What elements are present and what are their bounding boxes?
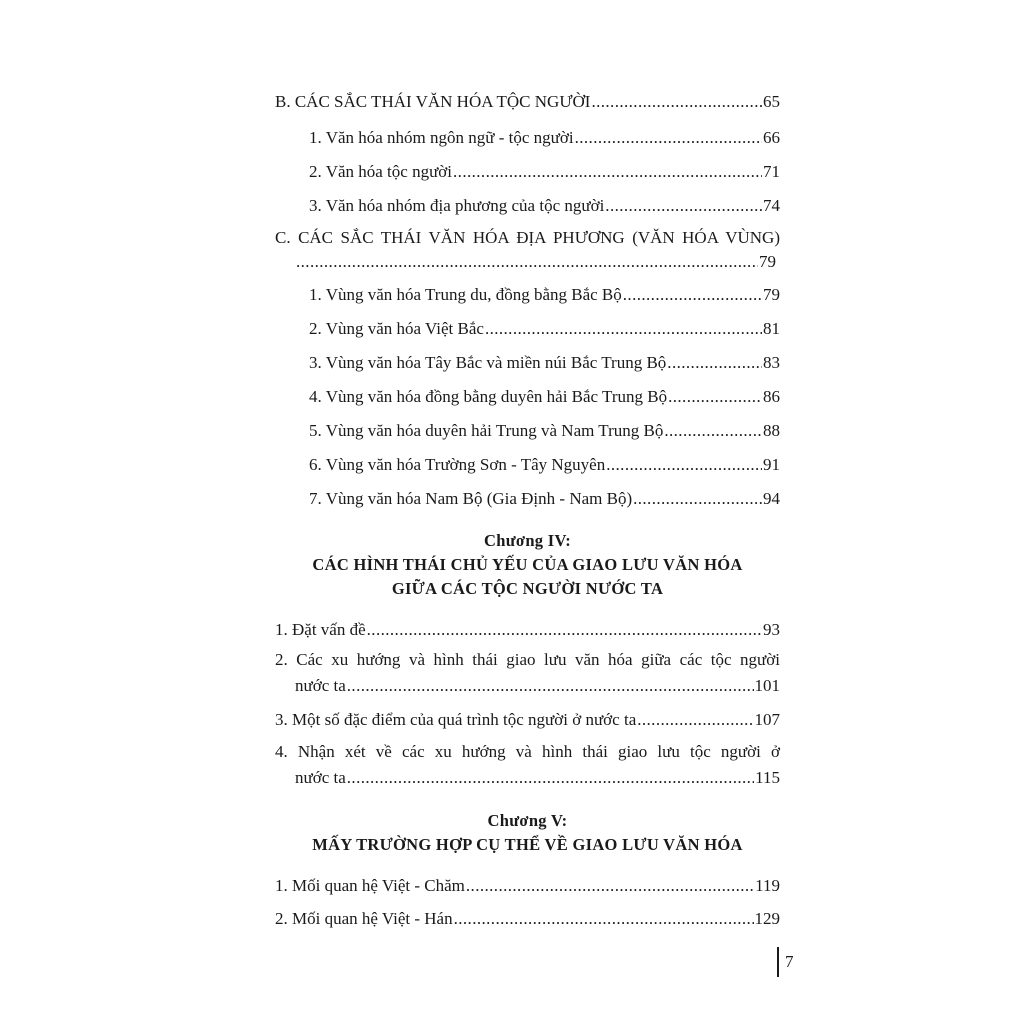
toc-entry	[275, 285, 780, 305]
toc-entry	[275, 319, 780, 339]
toc-entry-label: 4. Nhận xét về các xu hướng và hình thái giao lưu tộc người ở	[275, 742, 780, 761]
toc-leader-dots	[664, 421, 762, 441]
toc-entry	[275, 387, 780, 407]
toc-leader-dots	[591, 92, 762, 112]
toc-entry	[275, 455, 780, 475]
table-of-contents	[275, 88, 780, 929]
toc-entry	[275, 162, 780, 182]
chapter-heading: Chương IV:	[484, 531, 571, 550]
toc-leader-dots	[667, 353, 762, 373]
toc-entry-label: B. CÁC SẮC THÁI VĂN HÓA TỘC NGƯỜI	[275, 92, 591, 111]
toc-entry-label: nước ta	[295, 768, 346, 787]
toc-leader-dots	[606, 455, 762, 475]
toc-entry-page: 65	[763, 92, 780, 111]
chapter-heading: Chương V:	[487, 811, 568, 830]
toc-entry-page: 107	[754, 710, 780, 729]
toc-entry-label: 3. Một số đặc điểm của quá trình tộc người ở nước ta	[275, 710, 637, 729]
toc-entry-label: 4. Vùng văn hóa đồng bằng duyên hải Bắc Trung Bộ	[309, 387, 668, 406]
toc-entry	[275, 710, 780, 730]
toc-entry-page: 119	[755, 876, 780, 895]
toc-entry	[275, 489, 780, 509]
toc-entry-page: 71	[763, 162, 780, 181]
toc-entry	[275, 421, 780, 441]
toc-leader-dots	[347, 768, 754, 788]
toc-entry-page: 93	[763, 620, 780, 639]
toc-entry-page: 94	[763, 489, 780, 508]
toc-leader-dots	[605, 196, 762, 216]
toc-entry-label: 3. Văn hóa nhóm địa phương của tộc người	[309, 196, 605, 215]
chapter-title: CÁC HÌNH THÁI CHỦ YẾU CỦA GIAO LƯU VĂN HÓA	[312, 555, 743, 574]
toc-entry-label: 2. Văn hóa tộc người	[309, 162, 453, 181]
toc-leader-dots	[623, 285, 762, 305]
toc-entry	[275, 620, 780, 640]
toc-entry-page: 66	[763, 128, 780, 147]
toc-leader-dots	[347, 676, 754, 696]
chapter-title: MẤY TRƯỜNG HỢP CỤ THỂ VỀ GIAO LƯU VĂN HÓA	[312, 835, 743, 854]
toc-entry-label: 1. Mối quan hệ Việt - Chăm	[275, 876, 465, 895]
toc-entry-label: 2. Mối quan hệ Việt - Hán	[275, 909, 453, 928]
toc-entry-label: 2. Vùng văn hóa Việt Bắc	[309, 319, 484, 338]
toc-entry	[275, 768, 780, 788]
toc-entry	[275, 909, 780, 929]
toc-leader-dots	[466, 876, 754, 896]
toc-leader-dots	[367, 620, 762, 640]
page-number: 7	[777, 947, 794, 977]
toc-entry-label: nước ta	[295, 676, 346, 695]
toc-entry-section-b	[275, 92, 780, 112]
toc-leader-dots	[296, 252, 758, 272]
toc-entry	[275, 353, 780, 373]
toc-entry-page: 88	[763, 421, 780, 440]
toc-entry-label: 1. Văn hóa nhóm ngôn ngữ - tộc người	[309, 128, 574, 147]
toc-entry-label: 3. Vùng văn hóa Tây Bắc và miền núi Bắc Trung Bộ	[309, 353, 667, 372]
toc-entry-page: 79	[763, 285, 780, 304]
toc-entry-label: 5. Vùng văn hóa duyên hải Trung và Nam Trung Bộ	[309, 421, 664, 440]
toc-entry-section-c-title: C. CÁC SẮC THÁI VĂN HÓA ĐỊA PHƯƠNG (VĂN HÓA VÙNG)	[275, 228, 780, 247]
toc-entry-page: 74	[763, 196, 780, 215]
toc-entry-label: 6. Vùng văn hóa Trường Sơn - Tây Nguyên	[309, 455, 606, 474]
toc-entry	[275, 876, 780, 896]
toc-entry-page: 86	[763, 387, 780, 406]
toc-leader-dots	[575, 128, 762, 148]
toc-leader-dots	[637, 710, 753, 730]
toc-entry-page: 115	[755, 768, 780, 787]
toc-entry-page: 129	[754, 909, 780, 928]
toc-entry-page: 81	[763, 319, 780, 338]
toc-entry-page: 79	[759, 252, 776, 271]
toc-entry-label: 2. Các xu hướng và hình thái giao lưu văn hóa giữa các tộc người	[275, 650, 780, 669]
toc-entry	[275, 676, 780, 696]
chapter-title: GIỮA CÁC TỘC NGƯỜI NƯỚC TA	[391, 579, 664, 598]
toc-leader-dots	[485, 319, 762, 339]
toc-entry-label: 1. Đặt vấn đề	[275, 620, 366, 639]
toc-leader-dots	[668, 387, 762, 407]
toc-entry	[275, 196, 780, 216]
toc-entry-page: 91	[763, 455, 780, 474]
toc-entry	[275, 128, 780, 148]
toc-entry-label: 1. Vùng văn hóa Trung du, đồng bằng Bắc Bộ	[309, 285, 622, 304]
toc-entry-page: 101	[754, 676, 780, 695]
toc-leader-dots	[633, 489, 762, 509]
toc-entry-page: 83	[763, 353, 780, 372]
toc-leader-dots	[453, 162, 762, 182]
toc-leader-dots	[454, 909, 754, 929]
toc-entry-section-c-leader	[275, 252, 780, 272]
toc-entry-label: 7. Vùng văn hóa Nam Bộ (Gia Định - Nam Bộ)	[309, 489, 633, 508]
